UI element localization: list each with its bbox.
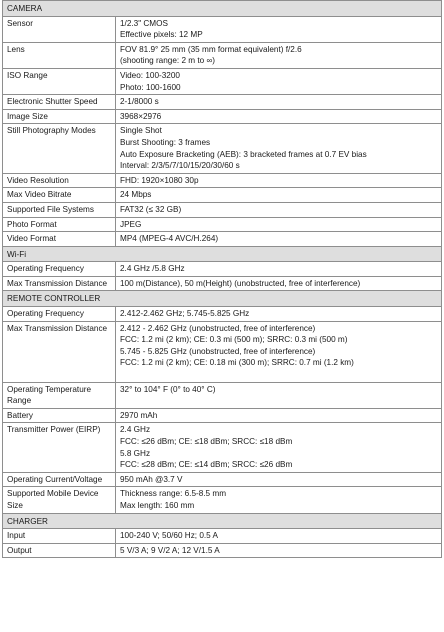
spec-label: Operating Current/Voltage	[3, 472, 116, 487]
spec-value-line: 100 m(Distance), 50 m(Height) (unobstructed, free of interference)	[120, 278, 361, 288]
spec-value-cell	[116, 423, 442, 472]
spec-value-cell	[116, 202, 442, 217]
spec-value-line: 2.412-2.462 GHz; 5.745-5.825 GHz	[120, 309, 250, 319]
spec-value-cell	[116, 42, 442, 68]
spec-label: Electronic Shutter Speed	[3, 95, 116, 110]
spec-sheet	[2, 0, 441, 558]
spec-value-cell	[116, 276, 442, 291]
spec-row	[3, 382, 442, 408]
spec-value-cell	[116, 408, 442, 423]
spec-row	[3, 543, 442, 558]
spec-label: Transmitter Power (EIRP)	[3, 423, 116, 472]
section-header-row	[3, 246, 442, 262]
spec-value-line: FAT32 (≤ 32 GB)	[120, 204, 182, 214]
spec-value-cell	[116, 109, 442, 124]
section-title: Wi-Fi	[3, 246, 442, 262]
spec-value-line: 2-1/8000 s	[120, 97, 159, 107]
spec-value-cell	[116, 95, 442, 110]
spec-value-line: 32° to 104° F (0° to 40° C)	[120, 384, 216, 394]
spec-table	[2, 0, 442, 558]
spec-row	[3, 307, 442, 322]
spec-label: ISO Range	[3, 68, 116, 94]
spec-row	[3, 173, 442, 188]
spec-value-cell	[116, 487, 442, 513]
spec-row	[3, 276, 442, 291]
spec-row	[3, 188, 442, 203]
spec-row	[3, 42, 442, 68]
spec-value-line: Video: 100-3200	[120, 70, 180, 80]
spec-label: Sensor	[3, 16, 116, 42]
spec-value-line: 2.4 GHz /5.8 GHz	[120, 264, 185, 274]
spec-row	[3, 487, 442, 513]
spec-value-line: (shooting range: 2 m to ∞)	[120, 56, 216, 66]
spec-label: Input	[3, 529, 116, 544]
spec-value-line: FCC: 1.2 mi (2 km); CE: 0.18 mi (300 m); SRRC: 0.7 mi (1.2 km)	[120, 358, 354, 368]
spec-value-cell	[116, 382, 442, 408]
spec-value-line: MP4 (MPEG-4 AVC/H.264)	[120, 234, 219, 244]
section-title: CHARGER	[3, 513, 442, 529]
spec-value-line: 2.4 GHz	[120, 425, 151, 435]
spec-row	[3, 472, 442, 487]
spec-row	[3, 68, 442, 94]
spec-row	[3, 408, 442, 423]
spec-value-line: 5 V/3 A; 9 V/2 A; 12 V/1.5 A	[120, 545, 220, 555]
spec-value-cell	[116, 232, 442, 247]
spec-label: Max Video Bitrate	[3, 188, 116, 203]
spec-value-line: Effective pixels: 12 MP	[120, 30, 203, 40]
spec-value-line: FCC: ≤28 dBm; CE: ≤14 dBm; SRCC: ≤26 dBm	[120, 460, 293, 470]
spec-label: Max Transmission Distance	[3, 321, 116, 382]
spec-value-cell	[116, 321, 442, 382]
spec-value-line: FCC: ≤26 dBm; CE: ≤18 dBm; SRCC: ≤18 dBm	[120, 437, 293, 446]
spec-value-line: Burst Shooting: 3 frames	[120, 137, 211, 147]
spec-row	[3, 109, 442, 124]
spec-label: Output	[3, 543, 116, 558]
spec-label: Photo Format	[3, 217, 116, 232]
spec-value-line: Thickness range: 6.5-8.5 mm	[120, 489, 227, 499]
spec-row	[3, 217, 442, 232]
section-header-row	[3, 1, 442, 17]
spec-value-cell	[116, 307, 442, 322]
spec-label: Operating Frequency	[3, 262, 116, 277]
section-title: REMOTE CONTROLLER	[3, 291, 442, 307]
spec-row	[3, 232, 442, 247]
spec-value-cell	[116, 188, 442, 203]
spec-value-line: 950 mAh @3.7 V	[120, 474, 183, 484]
spec-value-line: 3968×2976	[120, 111, 162, 121]
spec-label: Max Transmission Distance	[3, 276, 116, 291]
spec-value-line: Single Shot	[120, 126, 162, 136]
spec-row	[3, 529, 442, 544]
spec-label: Video Resolution	[3, 173, 116, 188]
spec-value-line: 5.8 GHz	[120, 448, 151, 458]
spec-value-line: 24 Mbps	[120, 190, 152, 200]
spec-row	[3, 423, 442, 472]
spec-value-line: 2.412 - 2.462 GHz (unobstructed, free of interference)	[120, 323, 316, 333]
spec-value-line: FCC: 1.2 mi (2 km); CE: 0.3 mi (500 m); SRRC: 0.3 mi (500 m)	[120, 335, 348, 345]
spec-value-cell	[116, 173, 442, 188]
spec-row	[3, 262, 442, 277]
spec-row	[3, 321, 442, 382]
spec-value-cell	[116, 124, 442, 173]
spec-value-cell	[116, 262, 442, 277]
spec-value-line: 2970 mAh	[120, 410, 158, 420]
spec-row	[3, 124, 442, 173]
spec-value-line: 100-240 V; 50/60 Hz; 0.5 A	[120, 531, 219, 541]
spec-value-line: 1/2.3" CMOS	[120, 18, 168, 28]
spec-value-line	[120, 369, 438, 381]
spec-label: Lens	[3, 42, 116, 68]
section-header-row	[3, 291, 442, 307]
spec-label: Image Size	[3, 109, 116, 124]
spec-value-cell	[116, 68, 442, 94]
spec-value-cell	[116, 472, 442, 487]
spec-value-line: Photo: 100-1600	[120, 82, 181, 92]
spec-value-cell	[116, 529, 442, 544]
spec-value-line: Interval: 2/3/5/7/10/15/20/30/60 s	[120, 161, 240, 171]
section-title: CAMERA	[3, 1, 442, 17]
spec-value-line: JPEG	[120, 219, 142, 229]
spec-value-line: 5.745 - 5.825 GHz (unobstructed, free of interference)	[120, 346, 316, 356]
spec-row	[3, 95, 442, 110]
spec-table-body	[3, 1, 442, 558]
spec-label: Battery	[3, 408, 116, 423]
section-header-row	[3, 513, 442, 529]
spec-value-cell	[116, 543, 442, 558]
spec-label: Supported File Systems	[3, 202, 116, 217]
spec-row	[3, 16, 442, 42]
spec-value-line: FOV 81.9° 25 mm (35 mm format equivalent) f/2.6	[120, 44, 302, 54]
spec-value-line: FHD: 1920×1080 30p	[120, 175, 199, 185]
spec-value-line: Max length: 160 mm	[120, 500, 195, 510]
spec-value-line: Auto Exposure Bracketing (AEB): 3 bracketed frames at 0.7 EV bias	[120, 149, 367, 159]
spec-value-cell	[116, 16, 442, 42]
spec-label: Operating Frequency	[3, 307, 116, 322]
spec-label: Video Format	[3, 232, 116, 247]
spec-label: Operating Temperature Range	[3, 382, 116, 408]
spec-value-cell	[116, 217, 442, 232]
spec-label: Supported Mobile Device Size	[3, 487, 116, 513]
spec-label: Still Photography Modes	[3, 124, 116, 173]
spec-row	[3, 202, 442, 217]
